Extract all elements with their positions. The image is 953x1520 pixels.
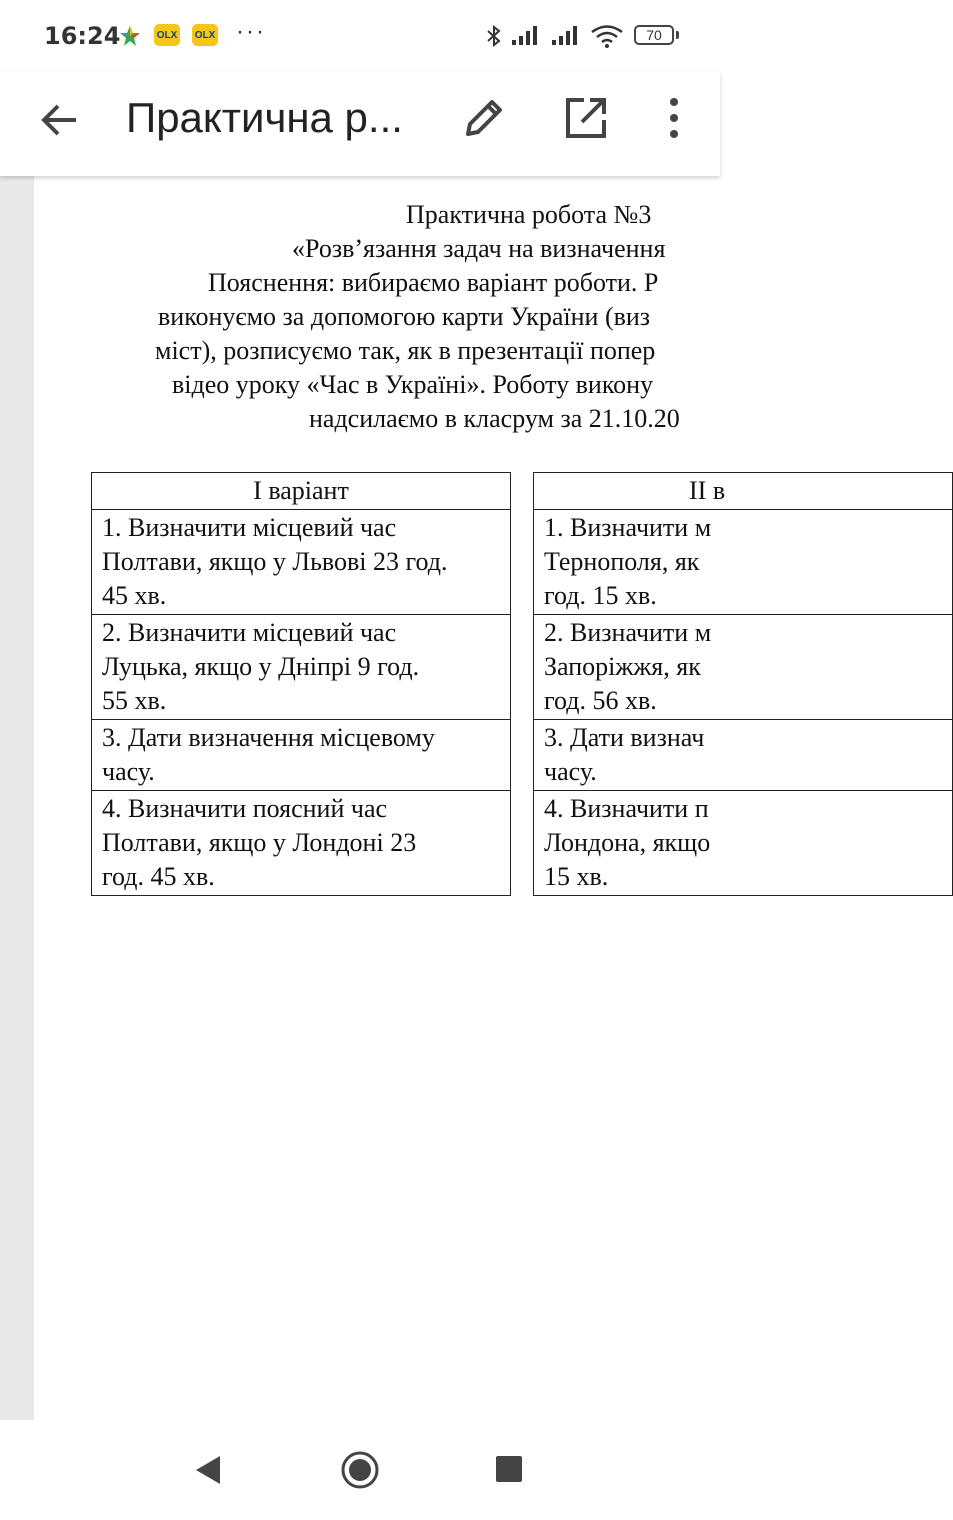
variant-1-table [91,472,511,896]
cell-line: 4. Визначити поясний час [102,794,388,823]
wifi-icon [590,24,624,48]
more-vert-icon[interactable] [648,92,700,144]
cell-line: Полтави, якщо у Лондоні 23 [102,828,417,857]
document-title: Практична р... [126,94,403,141]
cell-line: 15 хв. [544,862,609,891]
table-row [92,791,511,896]
battery-icon [634,25,674,45]
cell-line: 45 хв. [102,581,167,610]
system-nav-bar [0,1420,720,1520]
table-header-row [534,473,953,510]
cell-line: Луцька, якщо у Дніпрі 9 год. [102,652,420,681]
cell-line: год. 45 хв. [102,862,215,891]
header-text: ІІ в [689,476,726,505]
battery-tip [676,31,679,39]
play-games-icon [118,24,142,48]
olx-label: OLX [194,29,216,41]
table-row [92,615,511,720]
cell-line: часу. [544,757,597,786]
signal-icon [510,24,542,46]
nav-home-icon[interactable] [340,1450,380,1490]
cell-line: 2. Визначити м [544,618,712,647]
table-row [92,720,511,791]
nav-back-icon[interactable] [190,1452,226,1488]
olx-label: OLX [156,29,178,41]
doc-paragraph-line: виконуємо за допомогою карти України (виз [158,302,651,331]
table-cell [92,791,511,896]
open-external-icon[interactable] [560,92,612,144]
cell-line: год. 56 хв. [544,686,657,715]
table-header-cell: І варіант [92,473,511,510]
table-cell [92,510,511,615]
edit-pencil-icon[interactable] [458,92,510,144]
table-cell [534,791,953,896]
battery-level: 70 [646,27,662,43]
nav-recents-icon[interactable] [494,1454,524,1484]
olx-icon [154,24,180,46]
cell-line: 1. Визначити м [544,513,712,542]
table-cell [534,720,953,791]
status-bar [0,0,720,72]
cell-line: 55 хв. [102,686,167,715]
table-cell [534,615,953,720]
table-row [534,791,953,896]
document-page [34,176,754,1420]
table-row [534,720,953,791]
table-row [534,615,953,720]
cell-line: часу. [102,757,155,786]
document-viewer[interactable] [0,176,726,1420]
table-header-row [92,473,511,510]
cell-line: 3. Дати визнач [544,723,705,752]
doc-subtitle: «Розв’язання задач на визначення [292,234,666,263]
cell-line: Тернополя, як [544,547,700,576]
more-notifications: ··· [236,18,266,45]
doc-paragraph-line: міст), розписуємо так, як в презентації попер [155,336,656,365]
back-arrow-icon[interactable] [36,96,84,144]
table-cell [92,615,511,720]
cell-line: 4. Визначити п [544,794,709,823]
cell-line: Запоріжжя, як [544,652,701,681]
table-cell [92,720,511,791]
table-row [534,510,953,615]
olx-icon [192,24,218,46]
cell-line: Лондона, якщо [544,828,711,857]
status-time: 16:24 [44,22,121,50]
cell-line: Полтави, якщо у Львові 23 год. [102,547,448,576]
doc-paragraph-line: Пояснення: вибираємо варіант роботи. Р [208,268,659,297]
doc-title: Практична робота №3 [406,200,652,229]
cell-line: 1. Визначити місцевий час [102,513,397,542]
table-header-cell [534,473,953,510]
cell-line: 2. Визначити місцевий час [102,618,397,647]
variant-2-table [533,472,953,896]
table-row [92,510,511,615]
bluetooth-icon [484,24,504,48]
signal-icon [550,24,582,46]
table-cell [534,510,953,615]
app-bar [0,72,720,176]
doc-paragraph-line: надсилаємо в класрум за 21.10.20 [309,404,680,433]
cell-line: год. 15 хв. [544,581,657,610]
doc-paragraph-line: відео уроку «Час в Україні». Роботу викону [172,370,654,399]
cell-line: 3. Дати визначення місцевому [102,723,435,752]
